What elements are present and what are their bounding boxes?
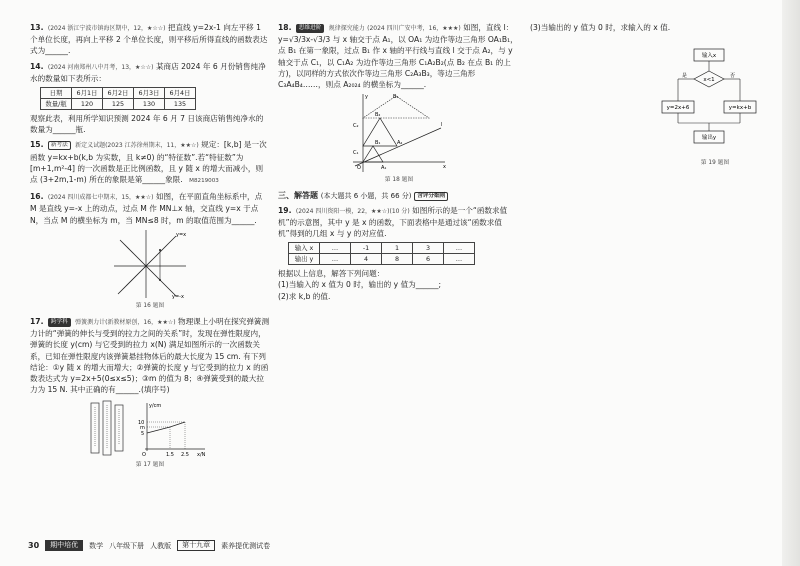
question-text: 如图所示的是一个“函数求值机”的示意图，其中 y 是 x 的函数，下面表格中是通过该“函数求值机”得到的几组 x 与 y 的对应值. — [278, 205, 508, 239]
svg-text:x: x — [443, 164, 446, 171]
question-number: 13. — [30, 23, 44, 32]
question-number: 18. — [278, 23, 292, 32]
tick-label: 5 — [141, 431, 145, 438]
column-middle — [278, 22, 520, 306]
question-source: (2024 浙江宁波市镇海区期中，12，★☆☆) — [47, 25, 166, 32]
table-cell: 120 — [72, 99, 103, 110]
question-text-after: 根据以上信息，解答下列问题： — [278, 269, 385, 279]
line-label: y=-x — [172, 293, 184, 300]
tick-label: 1.5 — [166, 452, 174, 459]
question-source: (2024 四川广安中考，16，★★★) — [367, 25, 461, 32]
flow-no: 否 — [730, 73, 736, 80]
table-cell: 4 — [351, 254, 382, 265]
tag-badge: 跨学科 — [48, 318, 71, 327]
tick-label: 2.5 — [181, 452, 189, 459]
svg-text:l: l — [441, 122, 443, 129]
question-number: 16. — [30, 192, 44, 202]
svg-text:A₂: A₂ — [397, 140, 403, 147]
footer-brand: 期中培优 — [45, 540, 83, 551]
question-text: 把直线 y=2x-1 向左平移 1 个单位长度，再向上平移 2 个单位长度，则平移后所得直线的函数表达式为______. — [30, 23, 268, 56]
section-title: 三、解答题 — [278, 191, 318, 201]
table-cell: 125 — [103, 99, 134, 110]
table-cell: … — [320, 243, 351, 254]
sub-question-2: (2)求 k,b 的值. — [278, 291, 331, 301]
flow-left-formula: y=2x+6 — [666, 105, 690, 112]
flow-condition: x<1 — [703, 77, 715, 84]
table-cell: 输出 y — [289, 254, 320, 265]
svg-text:C₁: C₁ — [353, 150, 359, 157]
question-source: (2024 四川资阳一模，22，★★☆)(10 分) — [295, 207, 410, 215]
table-cell: 3 — [413, 243, 444, 254]
figure-19-flowchart — [660, 47, 770, 157]
table-cell: … — [444, 243, 475, 254]
page-footer — [28, 540, 270, 551]
tick-label: O — [142, 452, 146, 459]
table-row — [41, 99, 196, 110]
io-table — [288, 242, 475, 265]
figure-caption: 第 19 题图 — [700, 160, 730, 167]
table-cell: 6 — [413, 254, 444, 265]
table-cell: -1 — [351, 243, 382, 254]
tick-label: 10 — [138, 420, 145, 427]
question-18 — [278, 22, 520, 186]
section-header — [278, 190, 520, 202]
svg-text:B₁: B₁ — [375, 140, 381, 147]
question-19 — [278, 205, 520, 302]
table-cell: … — [444, 254, 475, 265]
flow-right-formula: y=kx+b — [728, 105, 752, 112]
question-code: M8219003 — [189, 178, 219, 185]
table-cell: 1 — [382, 243, 413, 254]
question-17 — [30, 316, 270, 472]
figure-caption: 第 18 题图 — [384, 177, 414, 184]
svg-text:A₁: A₁ — [381, 165, 387, 172]
axis-label: x/N — [197, 452, 206, 459]
figure-caption: 第 16 题图 — [135, 302, 165, 309]
question-14 — [30, 61, 270, 136]
svg-text:O: O — [357, 165, 361, 172]
svg-text:B₃: B₃ — [393, 94, 399, 101]
question-text: 某商店 2024 年 6 月份销售纯净水的数量如下表所示： — [30, 61, 266, 83]
question-number: 14. — [30, 61, 44, 71]
line-label: y=x — [176, 231, 187, 238]
sub-question-3: (3)当输出的 y 值为 0 时，求输入的 x 值. — [530, 23, 671, 32]
footer-edition: 人教版 — [150, 541, 172, 550]
footer-title: 素养提优测试卷 — [221, 541, 271, 550]
flow-yes: 是 — [682, 73, 688, 80]
tag-badge: 思维进阶 — [296, 24, 324, 33]
axis-label: y/cm — [149, 403, 162, 410]
table-header-row — [41, 88, 196, 99]
table-cell: 日期 — [41, 88, 72, 99]
question-source: (2024 河南郑州八中月考，13，★☆☆) — [47, 63, 154, 71]
svg-text:B₂: B₂ — [375, 112, 381, 119]
question-text: 如图，直线 l：y=√3/3x-√3/3 与 x 轴交于点 A₁，以 OA₁ 为边作等边三角形 OA₁B₁，点 B₁ 在第一象限，过点 B₁ 作 x 轴的平行线与直线 l 交于点 A₂，与 y 轴交于点 C₁，以 C₁A₂ 为边作等边三角形 C₁A₂B₂(点 B₂ 在点 B₁ 的上方)，以同样的方式依次作等边三角形 C₂A₃B₃，等边三角形 C₃A₄B₄……，则点 A₂₀₂₄ 的横坐标为______. — [278, 23, 518, 90]
question-subtag: 规律探究能力 — [328, 25, 365, 32]
tag-badge: 新考法 — [48, 141, 71, 150]
question-source: 新定义试题(2023 江苏徐州期末，11，★★☆) — [75, 142, 199, 150]
table-cell: 8 — [382, 254, 413, 265]
table-cell: 6月1日 — [72, 88, 103, 99]
sales-table — [40, 87, 196, 110]
sub-question-1: (1)当输入的 x 值为 0 时，输出的 y 值为______; — [278, 280, 442, 290]
question-number: 19. — [278, 205, 292, 215]
table-cell: 数量/瓶 — [41, 99, 72, 110]
table-cell: 130 — [134, 99, 165, 110]
figure-caption: 第 17 题图 — [135, 462, 165, 469]
svg-text:y: y — [365, 94, 368, 101]
question-text-after: 观察此表，利用所学知识预测 2024 年 6 月 7 日该商店销售纯净水的数量为______瓶. — [30, 114, 264, 135]
question-text: 规定：[k,b] 是一次函数 y=kx+b(k,b 为实数，且 k≠0) 的“特征数”.若“特征数”为 [m+1,m²-4] 的一次函数是正比例函数，且 y 随 x 的增大而减小，则点 (3+2m,1-m) 所在的象限是第______象限. — [30, 140, 267, 185]
table-row — [289, 254, 475, 265]
scoring-badge: 含评分细则 — [414, 192, 448, 201]
svg-text:C₂: C₂ — [353, 123, 359, 130]
question-16 — [30, 191, 270, 312]
footer-grade: 八年级下册 — [109, 541, 145, 550]
question-15 — [30, 139, 270, 187]
footer-subject: 数学 — [89, 541, 104, 550]
page-number: 30 — [28, 541, 40, 550]
question-13 — [30, 22, 270, 57]
table-cell: 6月3日 — [134, 88, 165, 99]
question-source: (2024 四川成都七中期末，15，★★☆) — [47, 194, 154, 202]
footer-chapter: 第十九章 — [177, 540, 215, 551]
flow-input-label: 输入x — [701, 53, 717, 60]
question-number: 17. — [30, 317, 44, 327]
question-subtag: 弹簧测力计(新教材原创，16，★★☆) — [75, 319, 176, 327]
tick-label: m — [140, 425, 145, 432]
table-cell: 135 — [165, 99, 196, 110]
question-number: 15. — [30, 140, 44, 150]
figure-16-diagram — [110, 228, 190, 300]
column-right — [530, 22, 752, 172]
book-edge — [782, 0, 800, 566]
column-left — [30, 22, 270, 476]
question-text: 物理课上小明在探究弹簧测力计的“弹簧的伸长与受到的拉力之间的关系”时，发现在弹性限度内，弹簧的长度 y(cm) 与它受到的拉力 x(N) 满足如图所示的一次函数关系，已知在弹性限度内该弹簧悬挂物体后的最大长度为 15 cm. 有下列结论：①y 随 x 的增大而增大；②弹簧的长度 y 与它受到的拉力 x 的函数表达式为 y=2x+5(0≤x≤5)；③m 的值为 8；④弹簧受到的最大拉力为 15 N. 其中正确的有______.(填序号) — [30, 317, 270, 395]
table-cell: … — [320, 254, 351, 265]
table-cell: 输入 x — [289, 243, 320, 254]
figure-18-diagram — [349, 92, 449, 174]
table-cell: 6月2日 — [103, 88, 134, 99]
figure-17-diagram — [85, 397, 215, 459]
flow-output-label: 输出y — [701, 135, 717, 142]
section-desc: (本大题共 6 小题，共 66 分) — [320, 192, 412, 201]
table-row — [289, 243, 475, 254]
table-cell: 6月4日 — [165, 88, 196, 99]
question-text: 如图，在平面直角坐标系中，点 M 是直线 y=-x 上的动点，过点 M 作 MN⊥x 轴，交直线 y=x 于点 N，当点 M 的横坐标为 m，当 MN≤8 时，m 的取值范围为______. — [30, 192, 263, 225]
